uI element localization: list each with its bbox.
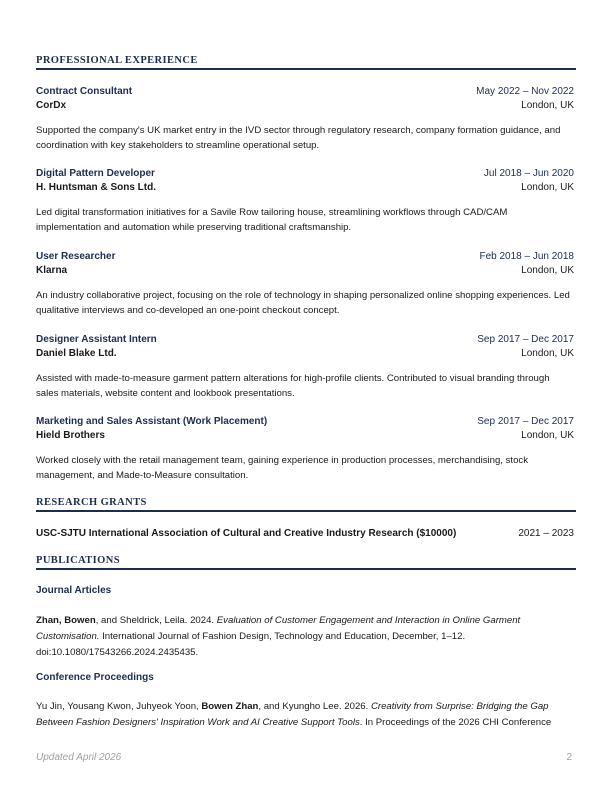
job-role: User Researcher [36,251,116,262]
job-entry [36,415,574,483]
job-role: Digital Pattern Developer [36,168,155,179]
job-description: Led digital transformation initiatives for a Savile Row tailoring house, streamlining workflows through CAD/CAM implementation and automation while preserving traditional craftsmanship. [36,207,508,233]
job-description: Supported the company's UK market entry in the IVD sector through regulatory research, company formation guidance, and coordination with key stakeholders to streamline operational setup. [36,125,561,151]
job-dates: Jul 2018 – Jun 2020 [483,168,574,179]
job-location: London, UK [521,100,574,111]
pub-venue: . In Proceedings of the 2026 CHI Conference [359,717,552,728]
job-role: Marketing and Sales Assistant (Work Placement) [36,416,268,427]
job-dates: Sep 2017 – Dec 2017 [477,334,574,345]
pub-authors: Yu Jin, Yousang Kwon, Juhyeok Yoon, [36,701,202,712]
job-entry [36,333,574,401]
job-entry [36,167,574,235]
job-dates: May 2022 – Nov 2022 [476,86,574,97]
pub-title: Creativity from Surprise: Bridging the Gap Between Fashion Designers' Inspiration Work and AI Creative Support Tools [36,701,549,728]
pub-authors: , and Sheldrick, Leila. 2024. [95,615,217,626]
job-description: An industry collaborative project, focusing on the role of technology in shaping personalized online shopping experiences. Led qualitative interviews and co-developed an one-point checkout concept. [36,290,570,316]
pub-venue: International Journal of Fashion Design, Technology and Education, December, 1–12. doi:10.1080/17543266.2024.2435435. [36,631,466,658]
journal-articles-heading: Journal Articles [36,585,112,596]
journal-article-entry [36,613,574,661]
job-entry [36,85,574,153]
section-title-grants: RESEARCH GRANTS [36,497,576,512]
job-org: CorDx [36,100,67,111]
job-role: Contract Consultant [36,86,133,97]
job-role: Designer Assistant Intern [36,334,157,345]
grant-years: 2021 – 2023 [518,528,574,539]
pub-author-highlight: Bowen Zhan [201,701,259,712]
job-location: London, UK [521,182,574,193]
job-location: London, UK [521,348,574,359]
conference-entry [36,699,574,731]
grant-title: USC-SJTU International Association of Cultural and Creative Industry Research ($10000) [36,528,457,539]
grant-entry [36,527,574,541]
job-description: Assisted with made-to-measure garment pattern alterations for high-profile clients. Contributed to visual branding through sales materials, website content and lookbook presentations. [36,373,550,399]
job-org: H. Huntsman & Sons Ltd. [36,182,156,193]
job-location: London, UK [521,265,574,276]
pub-author-highlight: Zhan, Bowen [36,615,96,626]
section-title-experience: PROFESSIONAL EXPERIENCE [36,55,576,70]
job-location: London, UK [521,430,574,441]
job-org: Daniel Blake Ltd. [36,348,117,359]
job-dates: Sep 2017 – Dec 2017 [477,416,574,427]
pub-authors: , and Kyungho Lee. 2026. [258,701,371,712]
pub-title: Evaluation of Customer Engagement and Interaction in Online Garment Customisation. [36,615,521,642]
job-org: Hield Brothers [36,430,105,441]
page-footer [36,752,572,763]
job-org: Klarna [36,265,68,276]
conference-proceedings-heading: Conference Proceedings [36,672,154,683]
job-dates: Feb 2018 – Jun 2018 [479,251,574,262]
job-entry [36,250,574,318]
job-description: Worked closely with the retail management team, gaining experience in production processes, merchandising, stock management, and Made-to-Measure consultation. [36,455,529,481]
page-number: 2 [566,752,572,763]
section-title-publications: PUBLICATIONS [36,555,576,570]
updated-date: Updated April 2026 [36,752,122,763]
